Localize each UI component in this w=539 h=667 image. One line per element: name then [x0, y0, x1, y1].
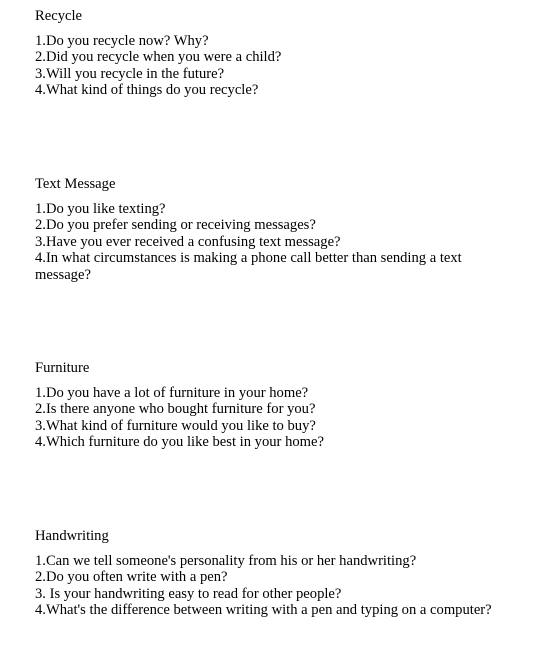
section-recycle	[35, 8, 500, 99]
section-handwriting	[35, 528, 500, 619]
question-item: 3.Will you recycle in the future?	[35, 65, 225, 82]
question-item: 1.Do you like texting?	[35, 200, 166, 217]
question-item: 3. Is your handwriting easy to read for other people?	[35, 585, 342, 602]
question-item: 1.Do you recycle now? Why?	[35, 32, 209, 49]
question-list	[35, 385, 500, 451]
section-title: Recycle	[35, 8, 82, 24]
question-item: 2.Do you prefer sending or receiving messages?	[35, 217, 316, 233]
question-item: 4.In what circumstances is making a phone call better than sending a text message?	[35, 250, 462, 283]
question-item: 4.What's the difference between writing with a pen and typing on a computer?	[35, 602, 492, 618]
question-item: 3.What kind of furniture would you like to buy?	[35, 417, 316, 434]
question-item: 3.Have you ever received a confusing text message?	[35, 233, 341, 250]
question-item: 1.Can we tell someone's personality from his or her handwriting?	[35, 552, 417, 569]
section-title: Handwriting	[35, 528, 109, 544]
question-list	[35, 553, 500, 619]
question-item: 2.Do you often write with a pen?	[35, 569, 228, 585]
question-item: 4.What kind of things do you recycle?	[35, 82, 259, 98]
section-title: Text Message	[35, 176, 116, 192]
section-furniture	[35, 360, 500, 451]
question-item: 2.Is there anyone who bought furniture for you?	[35, 401, 316, 417]
question-item: 4.Which furniture do you like best in your home?	[35, 434, 324, 450]
section-title: Furniture	[35, 360, 90, 376]
question-item: 2.Did you recycle when you were a child?	[35, 49, 282, 65]
question-list	[35, 201, 500, 284]
question-list	[35, 33, 500, 99]
question-item: 1.Do you have a lot of furniture in your home?	[35, 384, 309, 401]
section-text-message	[35, 176, 500, 283]
